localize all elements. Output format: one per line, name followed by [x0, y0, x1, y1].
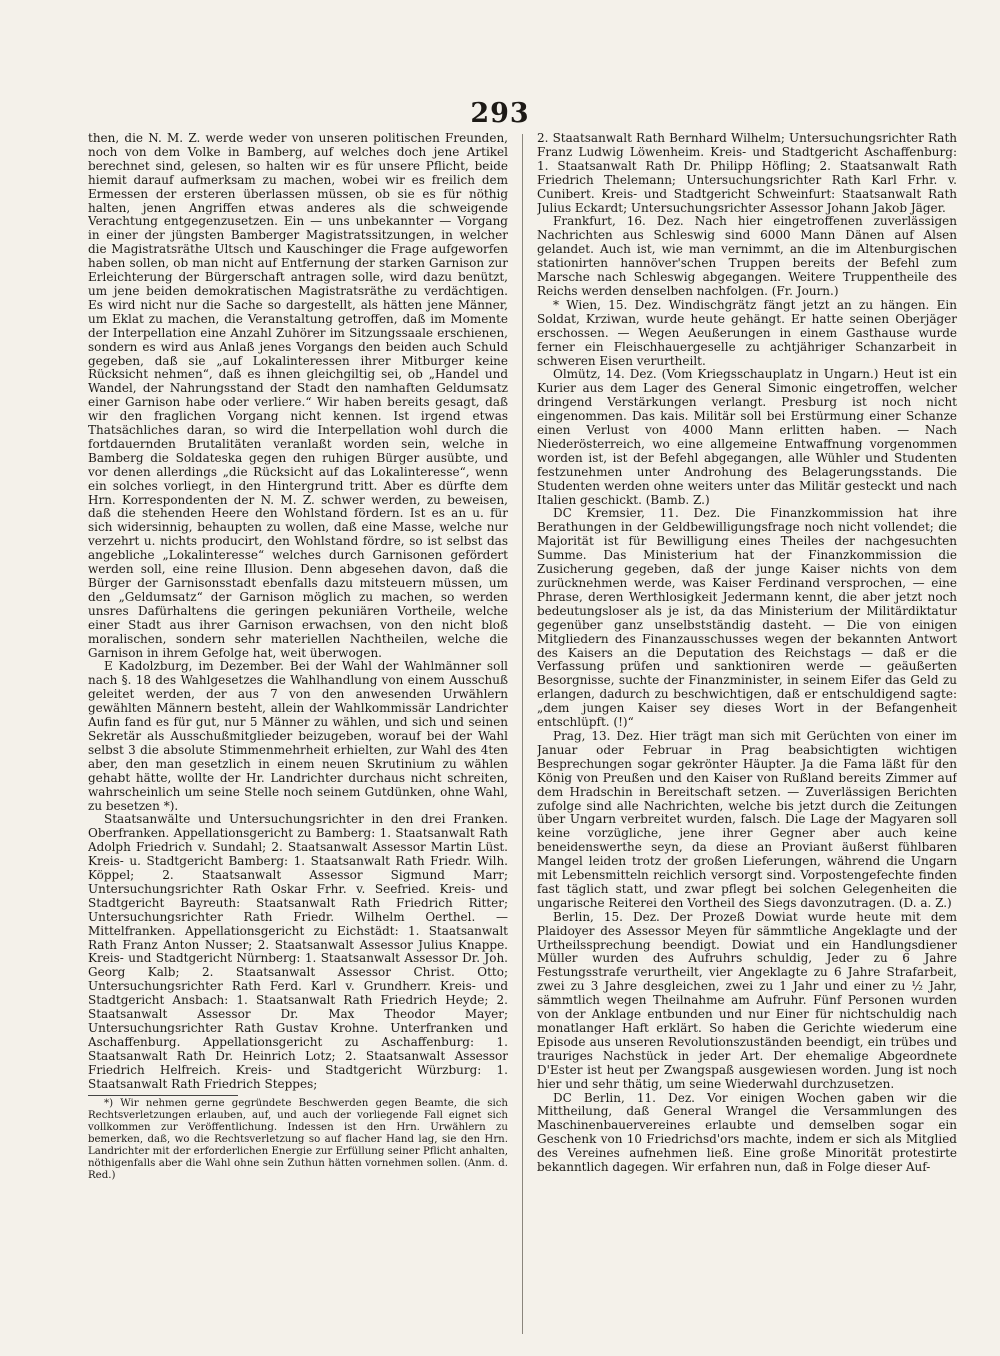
- column-divider: [522, 134, 523, 1334]
- article-paragraph: 2. Staatsanwalt Rath Bernhard Wilhelm; Untersuchungsrichter Rath Franz Ludwig Löwenheim. Kreis- und Stadtgericht Aschaffenburg: 1. Staatsanwalt Rath Dr. Philipp Höfling; 2. Staatsanwalt Rath Friedrich Thelemann; Untersuchungsrichter Rath Karl Frhr. v. Cunibert. Kreis- und Stadtgericht Schweinfurt: Staatsanwalt Rath Julius Eckardt; Untersuchungsrichter Assessor Johann Jakob Jäger.: [537, 132, 957, 215]
- article-paragraph: then, die N. M. Z. werde weder von unseren politischen Freunden, noch von dem Volke in Bamberg, auf welches doch jene Artikel berechnet sind, gelesen, so halten wir es für unsere Pflicht, beide hiemit darauf aufmerksam zu machen, wobei wir es freilich dem Ermessen der ersteren überlassen müssen, ob sie es für nöthig halten, jenen Angriffen etwas anderes als die schweigende Verachtung entgegenzusetzen. Ein — uns unbekannter — Vorgang in einer der jüngsten Bamberger Magistratssitzungen, in welcher die Magistratsräthe Ultsch und Kauschinger die Frage aufgeworfen haben sollen, ob man nicht auf Entfernung der starken Garnison zur Erleichterung der Bürgerschaft antragen solle, wird dazu benützt, um jene beiden demokratischen Magistratsräthe zu verdächtigen. Es wird nicht nur die Sache so dargestellt, als hätten jene Männer, um Eklat zu machen, die Veranstaltung getroffen, daß im Momente der Interpellation eine Anzahl Zuhörer im Sitzungssaale erschienen, sondern es wird aus Anlaß jenes Vorgangs den beiden auch Schuld gegeben, daß sie „auf Lokalinteressen ihrer Mitburger keine Rücksicht nehmen“, daß es ihnen gleichgiltig sei, ob „Handel und Wandel, der Nahrungsstand der Stadt den namhaften Geldumsatz einer Garnison habe oder verliere.“ Wir haben bereits gesagt, daß wir den fraglichen Vorgang nicht kennen. Ist irgend etwas Thatsächliches daran, so wird die Interpellation wohl durch die fortdauernden Brutalitäten veranlaßt worden sein, welche in Bamberg die Soldateska gegen den ruhigen Bürger ausübte, und vor denen allerdings „die Rücksicht auf das Lokalinteresse“, wenn ein solches vorliegt, in den Hintergrund tritt. Aber es dürfte dem Hrn. Korrespondenten der N. M. Z. schwer werden, zu beweisen, daß die stehenden Heere den Wohlstand fördern. Ist es an u. für sich widersinnig, behaupten zu wollen, daß eine Masse, welche nur verzehrt u. nichts producirt, den Wohlstand fördre, so ist selbst das angebliche „Lokalinteresse“ welches durch Garnisonen gefördert werden soll, eine reine Illusion. Denn abgesehen davon, daß die Bürger der Garnisonsstadt ebenfalls dazu mitsteuern müssen, um den „Geldumsatz“ der Garnison möglich zu machen, so werden unsres Dafürhaltens die geringen pekuniären Vortheile, welche einer Stadt aus ihrer Garnison erwachsen, von den nicht bloß moralischen, sondern sehr materiellen Nachtheilen, welche die Garnison in ihrem Gefolge hat, weit überwogen.: [88, 132, 508, 660]
- article-paragraph: Staatsanwälte und Untersuchungsrichter in den drei Franken. Oberfranken. Appellationsgericht zu Bamberg: 1. Staatsanwalt Rath Adolph Friedrich v. Sundahl; 2. Staatsanwalt Assessor Martin Lüst. Kreis- u. Stadtgericht Bamberg: 1. Staatsanwalt Rath Friedr. Wilh. Köppel; 2. Staatsanwalt Assessor Sigmund Marr; Untersuchungsrichter Rath Oskar Frhr. v. Seefried. Kreis- und Stadtgericht Bayreuth: Staatsanwalt Rath Friedrich Ritter; Untersuchungsrichter Rath Friedr. Wilhelm Oerthel. — Mittelfranken. Appellationsgericht zu Eichstädt: 1. Staatsanwalt Rath Franz Anton Nusser; 2. Staatsanwalt Assessor Julius Knappe. Kreis- und Stadtgericht Nürnberg: 1. Staatsanwalt Assessor Dr. Joh. Georg Kalb; 2. Staatsanwalt Assessor Christ. Otto; Untersuchungsrichter Rath Ferd. Karl v. Grundherr. Kreis- und Stadtgericht Ansbach: 1. Staatsanwalt Rath Friedrich Heyde; 2. Staatsanwalt Assessor Dr. Max Theodor Mayer; Untersuchungsrichter Rath Gustav Krohne. Unterfranken und Aschaffenburg. Appellationsgericht zu Aschaffenburg: 1. Staatsanwalt Rath Dr. Heinrich Lotz; 2. Staatsanwalt Assessor Friedrich Helfreich. Kreis- und Stadtgericht Würzburg: 1. Staatsanwalt Rath Friedrich Steppes;: [88, 812, 508, 1091]
- right-column: [537, 132, 957, 1342]
- article-paragraph: Frankfurt, 16. Dez. Nach hier eingetroffenen zuverlässigen Nachrichten aus Schleswig sind 6000 Mann Dänen auf Alsen gelandet. Auch ist, wie man vernimmt, an die im Altenburgischen stationirten hannöver'schen Truppen bereits der Befehl zum Marsche nach Schleswig abgegangen. Weitere Truppentheile des Reichs werden denselben nachfolgen. (Fr. Journ.): [537, 214, 957, 298]
- article-paragraph: DC Kremsier, 11. Dez. Die Finanzkommission hat ihre Berathungen in der Geldbewilligungsfrage noch nicht vollendet; die Majorität ist für Bewilligung eines Theiles der nachgesuchten Summe. Das Ministerium hat der Finanzkommission die Zusicherung gegeben, daß der junge Kaiser nichts von dem zurücknehmen werde, was Kaiser Ferdinand versprochen, — eine Phrase, deren Werthlosigkeit Jedermann kennt, die aber jetzt noch bedeutungsloser als je ist, da das Ministerium der Militärdiktatur gegenüber ganz unselbstständig dasteht. — Die von einigen Mitgliedern des Finanzausschusses wegen der bekannten Antwort des Kaisers an die Deputation des Reichstags — daß er die Verfassung prüfen und sanktioniren werde — geäußerten Besorgnisse, suchte der Finanzminister, in seinem Eifer das Geld zu erlangen, dadurch zu beschwichtigen, daß er entschuldigend sagte: „dem jungen Kaiser sey dieses Wort in der Befangenheit entschlüpft. (!)“: [537, 506, 957, 730]
- article-paragraph: Prag, 13. Dez. Hier trägt man sich mit Gerüchten von einer im Januar oder Februar in Prag beabsichtigten wichtigen Besprechungen sogar gekrönter Häupter. Ja die Fama läßt für den König von Preußen und den Kaiser von Rußland bereits Zimmer auf dem Hradschin in Bereitschaft setzen. — Zuverlässigen Berichten zufolge sind alle Nachrichten, welche bis jetzt durch die Zeitungen über Ungarn verbreitet wurden, falsch. Die Lage der Magyaren soll keine vorzügliche, jene ihrer Gegner aber auch keine beneidenswerthe seyn, da diese an Proviant äußerst fühlbaren Mangel leiden trotz der großen Lieferungen, während die Ungarn mit Lebensmitteln reichlich versorgt sind. Vorpostengefechte finden fast täglich statt, und zwar pflegt bei solchen Gelegenheiten die ungarische Reiterei den Vortheil des Siegs davonzutragen. (D. a. Z.): [537, 728, 957, 910]
- article-paragraph: * Wien, 15. Dez. Windischgrätz fängt jetzt an zu hängen. Ein Soldat, Krziwan, wurde heute gehängt. Er hatte seinen Oberjäger erschossen. — Wegen Aeußerungen in einem Gasthause wurde ferner ein Fleischhauergeselle zu achtjähriger Schanzarbeit in schweren Eisen verurtheilt.: [537, 297, 957, 368]
- article-paragraph: Olmütz, 14. Dez. (Vom Kriegsschauplatz in Ungarn.) Heut ist ein Kurier aus dem Lager des General Simonic eingetroffen, welcher dringend Verstärkungen verlangt. Presburg ist noch nicht eingenommen. Das kais. Militär soll bei Erstürmung einer Schanze einen Verlust von 4000 Mann erlitten haben. — Nach Niederösterreich, wo eine allgemeine Entwaffnung vorgenommen worden ist, ist der Befehl abgegangen, alle Wühler und Studenten festzunehmen unter Androhung des Belagerungsstands. Die Studenten werden ohne weiters unter das Militär gesteckt und nach Italien geschickt. (Bamb. Z.): [537, 367, 957, 507]
- article-paragraph: E Kadolzburg, im Dezember. Bei der Wahl der Wahlmänner soll nach §. 18 des Wahlgesetzes die Wahlhandlung von einem Ausschuß geleitet werden, der aus 7 von den anwesenden Urwählern gewählten Männern besteht, allein der Wahlkommissär Landrichter Aufin fand es für gut, nur 5 Männer zu wählen, und sich und seinen Sekretär als Ausschußmitglieder beizugeben, worauf bei der Wahl selbst 3 die absolute Stimmenmehrheit erhielten, zur Wahl des 4ten aber, den man gesetzlich in einem neuen Skrutinium zu wählen gehabt hätte, wollte der Hr. Landrichter durchaus nicht schreiten, wahrscheinlich um seine Stelle noch seinem Gutdünken, ohne Wahl, zu besetzen *).: [88, 659, 508, 813]
- article-paragraph: Berlin, 15. Dez. Der Prozeß Dowiat wurde heute mit dem Plaidoyer des Assessor Meyen für sämmtliche Angeklagte und der Urtheilssprechung beendigt. Dowiat und ein Handlungsdiener Müller wurden des Aufruhrs schuldig, Jeder zu 6 Jahre Festungsstrafe verurtheilt, vier Angeklagte zu 6 Jahre Strafarbeit, zwei zu 3 Jahre desgleichen, zwei zu 1 Jahr und einer zu ½ Jahr, sämmtlich wegen Theilnahme am Aufruhr. Fünf Personen wurden von der Anklage entbunden und nur Einer für nichtschuldig nach monatlanger Haft erklärt. So haben die Gerichte wiederum eine Episode aus unseren Revolutionszuständen beendigt, ein trübes und trauriges Nachstück in jeder Art. Der ehemalige Abgeordnete D'Ester ist heut per Zwangspaß ausgewiesen worden. Jung ist noch hier und sehr thätig, um seine Wiederwahl durchzusetzen.: [537, 909, 957, 1091]
- footnote-rule: [88, 1095, 238, 1096]
- left-column: [88, 132, 508, 1342]
- article-paragraph: DC Berlin, 11. Dez. Vor einigen Wochen gaben wir die Mittheilung, daß General Wrangel die Versammlungen des Maschinenbauervereines erlaubte und demselben sogar ein Geschenk von 10 Friedrichsd'ors machte, indem er sich als Mitglied des Vereines aufnehmen ließ. Eine große Minorität protestirte bekanntlich dagegen. Wir erfahren nun, daß in Folge dieser Auf-: [537, 1090, 957, 1175]
- footnote: *) Wir nehmen gerne gegründete Beschwerden gegen Beamte, die sich Rechtsverletzungen erlauben, auf, und auch der vorliegende Fall eignet sich vollkommen zur Veröffentlichung. Indessen ist den Hrn. Urwählern zu bemerken, daß, wo die Rechtsverletzung so auf flacher Hand lag, sie den Hrn. Landrichter mit der erforderlichen Energie zur Erfüllung seiner Pflicht anhalten, nöthigenfalls aber die Wahl ohne sein Zuthun hätten vornehmen sollen. (Anm. d. Red.): [88, 1097, 508, 1181]
- page-number: 293: [470, 98, 530, 129]
